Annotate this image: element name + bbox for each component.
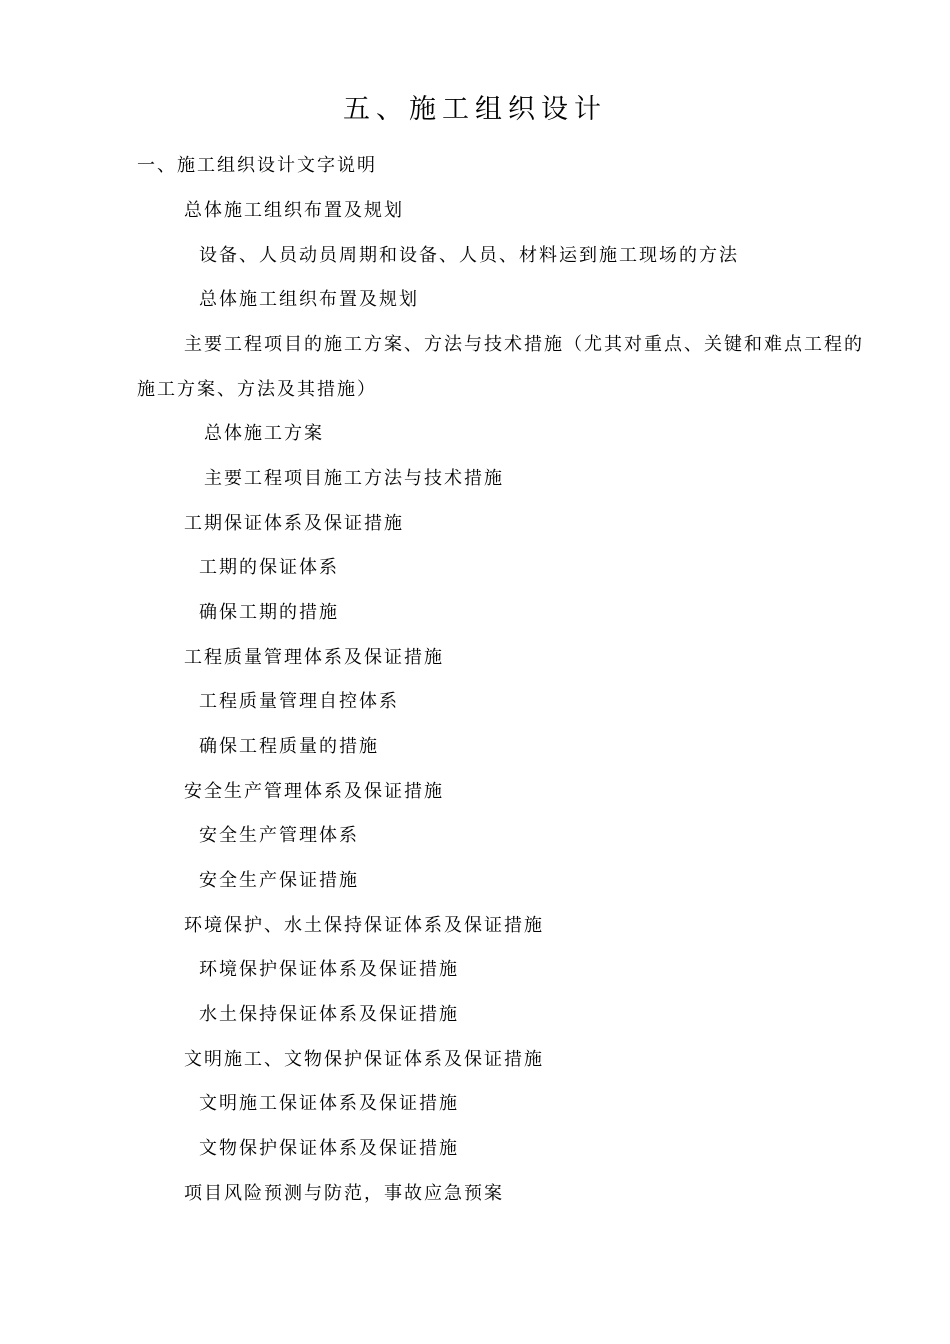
toc-subitem-safety-measures: 安全生产保证措施 xyxy=(199,870,359,891)
toc-subitem-safety-system: 安全生产管理体系 xyxy=(199,825,359,846)
toc-subitem-schedule-measures: 确保工期的措施 xyxy=(199,602,339,623)
toc-subitem-environment: 环境保护保证体系及保证措施 xyxy=(199,959,459,980)
toc-subitem-overall-layout: 总体施工组织布置及规划 xyxy=(199,289,419,310)
section-heading: 一、施工组织设计文字说明 xyxy=(137,155,377,176)
toc-subitem-mobilization: 设备、人员动员周期和设备、人员、材料运到施工现场的方法 xyxy=(199,245,739,266)
toc-subitem-cultural-relics: 文物保护保证体系及保证措施 xyxy=(199,1138,459,1159)
toc-item-risk: 项目风险预测与防范，事故应急预案 xyxy=(184,1183,504,1204)
toc-subitem-soil-water: 水土保持保证体系及保证措施 xyxy=(199,1004,459,1025)
toc-subitem-overall-plan: 总体施工方案 xyxy=(204,423,324,444)
toc-subitem-civilized-construction: 文明施工保证体系及保证措施 xyxy=(199,1093,459,1114)
toc-item-civilized-construction: 文明施工、文物保护保证体系及保证措施 xyxy=(184,1049,544,1070)
toc-subitem-quality-system: 工程质量管理自控体系 xyxy=(199,691,399,712)
toc-item-overall-layout: 总体施工组织布置及规划 xyxy=(184,200,404,221)
toc-subitem-quality-measures: 确保工程质量的措施 xyxy=(199,736,379,757)
toc-item-construction-plan: 主要工程项目的施工方案、方法与技术措施（尤其对重点、关键和难点工程的 xyxy=(184,334,864,355)
toc-item-environment: 环境保护、水土保持保证体系及保证措施 xyxy=(184,915,544,936)
toc-item-schedule: 工期保证体系及保证措施 xyxy=(184,513,404,534)
toc-item-safety: 安全生产管理体系及保证措施 xyxy=(184,781,444,802)
toc-item-quality: 工程质量管理体系及保证措施 xyxy=(184,647,444,668)
toc-subitem-schedule-system: 工期的保证体系 xyxy=(199,557,339,578)
page-title: 五、施工组织设计 xyxy=(343,94,607,125)
toc-subitem-main-methods: 主要工程项目施工方法与技术措施 xyxy=(204,468,504,489)
toc-item-construction-plan-cont: 施工方案、方法及其措施） xyxy=(137,379,377,400)
